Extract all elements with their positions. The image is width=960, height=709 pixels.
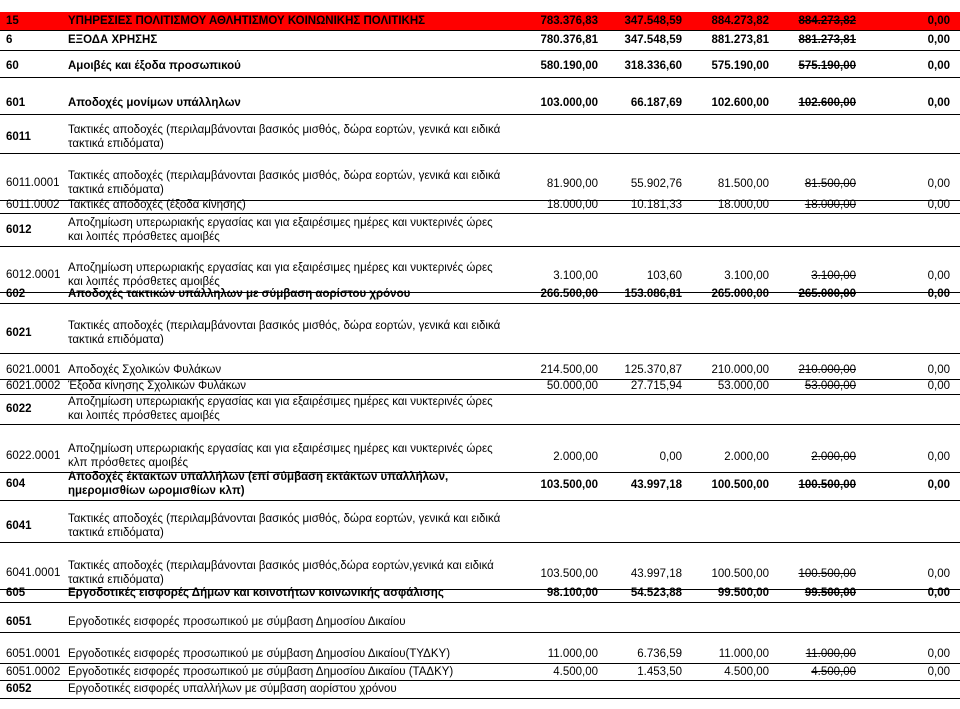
account-description — [68, 586, 444, 600]
account-code: 6051 — [6, 615, 32, 628]
description-line: Εργοδοτικές εισφορές προσωπικού με σύμβαση Δημοσίου Δικαίου — [68, 615, 406, 628]
amount-4: 81.500,00 — [804, 178, 856, 190]
amount-4: 53.000,00 — [804, 379, 856, 392]
account-description — [68, 682, 397, 696]
description-line: Αμοιβές και έξοδα προσωπικού — [68, 60, 241, 72]
amount-1: 4.500,00 — [553, 665, 598, 678]
account-code: 605 — [6, 586, 26, 599]
amount-2: 347.548,59 — [624, 14, 682, 27]
account-description — [68, 470, 448, 498]
table-row — [0, 395, 960, 425]
amount-1: 580.190,00 — [540, 60, 598, 72]
account-code: 6051.0002 — [6, 665, 61, 678]
account-description — [68, 287, 410, 301]
account-code: 6011.0001 — [6, 177, 60, 189]
amount-3: 102.600,00 — [711, 97, 769, 109]
amount-2: 27.715,94 — [630, 379, 682, 392]
account-description — [68, 363, 221, 377]
account-description — [68, 559, 494, 587]
amount-3: 210.000,00 — [711, 364, 769, 376]
description-line: Αποδοχές τακτικών υπάλληλων με σύμβαση αορίστου χρόνου — [68, 288, 411, 300]
description-line: Εργοδοτικές εισφορές Δήμων και κοινοτήτων κοινωνικής ασφάλισης — [68, 586, 444, 599]
amount-3: 4.500,00 — [724, 665, 769, 678]
amount-2: 43.997,18 — [630, 567, 682, 580]
account-code: 15 — [6, 14, 19, 27]
account-description — [68, 169, 500, 197]
table-row — [0, 314, 960, 354]
amount-2: 347.548,59 — [624, 34, 682, 46]
description-line: Αποζημίωση υπερωριακής εργασίας και για εξαιρέσιμες ημέρες και νυκτερινές ώρες — [68, 442, 493, 455]
amount-5: 0,00 — [927, 379, 950, 392]
account-description — [68, 665, 453, 679]
description-line: τακτικά επιδόματα) — [68, 526, 164, 539]
amount-4: 4.500,00 — [811, 665, 856, 678]
amount-4: 100.500,00 — [798, 567, 856, 580]
amount-4: 99.500,00 — [804, 586, 856, 599]
description-line: τακτικά επιδόματα) — [68, 573, 164, 586]
account-code: 6021.0002 — [6, 379, 61, 392]
amount-1: 214.500,00 — [540, 364, 598, 376]
amount-2: 43.997,18 — [630, 478, 682, 491]
account-code: 6012 — [6, 223, 32, 236]
table-row — [0, 286, 960, 304]
amount-1: 783.376,83 — [540, 14, 598, 27]
account-description — [68, 123, 500, 151]
amount-5: 0,00 — [927, 586, 950, 599]
description-line: Τακτικές αποδοχές (περιλαμβάνονται βασικός μισθός, δώρα εορτών, γενικά και ειδικά — [68, 512, 501, 525]
table-row — [0, 584, 960, 603]
account-code: 6022 — [6, 403, 32, 415]
description-line: Αποζημίωση υπερωριακής εργασίας και για εξαιρέσιμες ημέρες και νυκτερινές ώρες — [68, 396, 493, 408]
amount-5: 0,00 — [927, 178, 950, 190]
table-row — [0, 646, 960, 664]
amount-4: 265.000,00 — [798, 288, 856, 300]
description-line: ΥΠΗΡΕΣΙΕΣ ΠΟΛΙΤΙΣΜΟΥ ΑΘΛΗΤΙΣΜΟΥ ΚΟΙΝΩΝΙΚΗΣ ΠΟΛΙΤΙΚΗΣ — [68, 14, 426, 27]
amount-4: 884.273,82 — [798, 14, 856, 27]
account-description — [68, 14, 425, 28]
account-description — [68, 442, 493, 470]
amount-2: 153.086,81 — [624, 288, 682, 300]
amount-3: 884.273,82 — [711, 14, 769, 27]
description-line: τακτικά επιδόματα) — [68, 334, 164, 346]
amount-1: 780.376,81 — [540, 34, 598, 46]
account-description — [68, 33, 157, 47]
amount-5: 0,00 — [927, 288, 950, 300]
amount-4: 102.600,00 — [798, 97, 856, 109]
account-description — [68, 615, 406, 629]
account-description — [68, 59, 241, 73]
amount-1: 266.500,00 — [540, 288, 598, 300]
amount-3: 11.000,00 — [718, 648, 769, 660]
account-description — [68, 198, 246, 212]
amount-1: 98.100,00 — [546, 586, 598, 599]
table-row — [0, 510, 960, 543]
table-row — [0, 56, 960, 78]
amount-1: 2.000,00 — [553, 450, 598, 463]
description-line: και λοιπές πρόσθετες αμοιβές — [68, 230, 220, 243]
amount-1: 50.000,00 — [546, 379, 598, 392]
account-description — [68, 379, 246, 393]
amount-5: 0,00 — [927, 364, 950, 376]
amount-5: 0,00 — [927, 34, 950, 46]
description-line: ΕΞΟΔΑ ΧΡΗΣΗΣ — [68, 34, 158, 46]
table-row — [0, 121, 960, 154]
amount-1: 11.000,00 — [547, 648, 598, 660]
amount-4: 11.000,00 — [805, 648, 856, 660]
description-line: Τακτικές αποδοχές (περιλαμβάνονται βασικός μισθός,δώρα εορτών,γενικά και ειδικά — [68, 559, 494, 572]
amount-2: 0,00 — [659, 450, 682, 463]
amount-5: 0,00 — [927, 567, 950, 580]
amount-1: 103.500,00 — [540, 478, 598, 491]
table-row — [0, 198, 960, 214]
amount-5: 0,00 — [927, 270, 950, 282]
amount-2: 1.453,50 — [637, 665, 682, 678]
amount-3: 881.273,81 — [711, 34, 769, 46]
amount-1: 103.500,00 — [540, 567, 598, 580]
amount-1: 81.900,00 — [546, 178, 598, 190]
account-code: 6041.0001 — [6, 566, 61, 579]
description-line: κλπ πρόσθετες αμοιβές — [68, 456, 189, 469]
table-row — [0, 12, 960, 31]
account-code: 60 — [6, 60, 19, 72]
amount-4: 100.500,00 — [798, 478, 856, 491]
amount-5: 0,00 — [927, 478, 950, 491]
table-row — [0, 680, 960, 699]
table-row — [0, 612, 960, 633]
account-description — [68, 96, 241, 110]
description-line: Εργοδοτικές εισφορές προσωπικού με σύμβαση Δημοσίου Δικαίου (ΤΑΔΚΥ) — [68, 665, 454, 678]
amount-4: 210.000,00 — [798, 364, 856, 376]
description-line: Τακτικές αποδοχές (έξοδα κίνησης) — [68, 199, 246, 211]
description-line: Έξοδα κίνησης Σχολικών Φυλάκων — [68, 379, 247, 392]
description-line: Εργοδοτικές εισφορές υπαλλήλων με σύμβαση αορίστου χρόνου — [68, 682, 397, 695]
description-line: Τακτικές αποδοχές (περιλαμβάνονται βασικός μισθός, δώρα εορτών, γενικά και ειδικά — [68, 123, 501, 136]
account-code: 6022.0001 — [6, 449, 61, 462]
amount-2: 55.902,76 — [630, 178, 682, 190]
account-description — [68, 319, 500, 347]
description-line: ημερομισθίων ωρομισθίων κλπ) — [68, 484, 245, 497]
amount-1: 103.000,00 — [540, 97, 598, 109]
description-line: Τακτικές αποδοχές (περιλαμβάνονται βασικός μισθός, δώρα εορτών, γενικά και ειδικά — [68, 170, 501, 182]
description-line: Αποζημίωση υπερωριακής εργασίας και για εξαιρέσιμες ημέρες και νυκτερινές ώρες — [68, 216, 493, 229]
amount-3: 99.500,00 — [717, 586, 769, 599]
account-code: 6012.0001 — [6, 269, 61, 281]
account-code: 6021.0001 — [6, 364, 61, 376]
account-code: 6 — [6, 34, 13, 46]
account-description — [68, 647, 450, 661]
account-description — [68, 395, 493, 423]
amount-3: 2.000,00 — [724, 450, 769, 463]
account-code: 6041 — [6, 519, 32, 532]
description-line: Αποδοχές Σχολικών Φυλάκων — [68, 364, 222, 376]
table-row — [0, 664, 960, 681]
table-row — [0, 214, 960, 247]
account-code: 602 — [6, 288, 26, 300]
amount-2: 103,60 — [646, 270, 682, 282]
amount-3: 81.500,00 — [717, 178, 769, 190]
description-line: τακτικά επιδόματα) — [68, 184, 164, 196]
description-line: και λοιπές πρόσθετες αμοιβές — [68, 410, 220, 422]
description-line: Εργοδοτικές εισφορές προσωπικού με σύμβαση Δημοσίου Δικαίου(ΤΥΔΚΥ) — [68, 648, 451, 660]
description-line: Τακτικές αποδοχές (περιλαμβάνονται βασικός μισθός, δώρα εορτών, γενικά και ειδικά — [68, 320, 501, 332]
account-code: 6011 — [6, 130, 31, 143]
amount-5: 0,00 — [927, 665, 950, 678]
table-row — [0, 167, 960, 201]
account-code: 6052 — [6, 682, 32, 695]
account-code: 6051.0001 — [6, 648, 61, 660]
account-code: 604 — [6, 477, 26, 490]
amount-3: 18.000,00 — [717, 199, 769, 211]
description-line: Αποδοχές μονίμων υπάλληλων — [68, 97, 241, 109]
amount-2: 125.370,87 — [624, 364, 682, 376]
table-row — [0, 31, 960, 51]
amount-5: 0,00 — [927, 199, 950, 211]
amount-2: 66.187,69 — [630, 97, 682, 109]
amount-5: 0,00 — [927, 450, 950, 463]
amount-1: 18.000,00 — [546, 199, 598, 211]
amount-3: 100.500,00 — [711, 567, 769, 580]
amount-3: 3.100,00 — [724, 270, 769, 282]
amount-4: 2.000,00 — [811, 450, 856, 463]
description-line: και λοιπές πρόσθετες αμοιβές — [68, 276, 220, 288]
table-row — [0, 378, 960, 395]
description-line: τακτικά επιδόματα) — [68, 137, 164, 150]
amount-3: 575.190,00 — [711, 60, 769, 72]
account-code: 6011.0002 — [6, 199, 60, 211]
account-description — [68, 512, 500, 540]
table-row — [0, 468, 960, 501]
amount-5: 0,00 — [927, 14, 950, 27]
account-code: 6021 — [6, 327, 32, 339]
amount-3: 100.500,00 — [711, 478, 769, 491]
account-description — [68, 261, 493, 289]
amount-4: 575.190,00 — [798, 60, 856, 72]
amount-5: 0,00 — [927, 648, 950, 660]
amount-5: 0,00 — [927, 60, 950, 72]
description-line: Αποζημίωση υπερωριακής εργασίας και για εξαιρέσιμες ημέρες και νυκτερινές ώρες — [68, 262, 493, 274]
table-row — [0, 93, 960, 115]
amount-5: 0,00 — [927, 97, 950, 109]
amount-2: 6.736,59 — [637, 648, 682, 660]
account-code: 601 — [6, 97, 26, 109]
amount-2: 318.336,60 — [624, 60, 682, 72]
amount-3: 53.000,00 — [717, 379, 769, 392]
amount-4: 881.273,81 — [798, 34, 856, 46]
amount-2: 10.181,33 — [630, 199, 682, 211]
amount-4: 3.100,00 — [811, 270, 856, 282]
amount-1: 3.100,00 — [553, 270, 598, 282]
account-description — [68, 216, 493, 244]
amount-4: 18.000,00 — [804, 199, 856, 211]
amount-2: 54.523,88 — [630, 586, 682, 599]
description-line: Αποδοχές έκτακτων υπαλλήλων (επί σύμβαση εκτάκτων υπαλλήλων, — [68, 470, 449, 483]
amount-3: 265.000,00 — [711, 288, 769, 300]
